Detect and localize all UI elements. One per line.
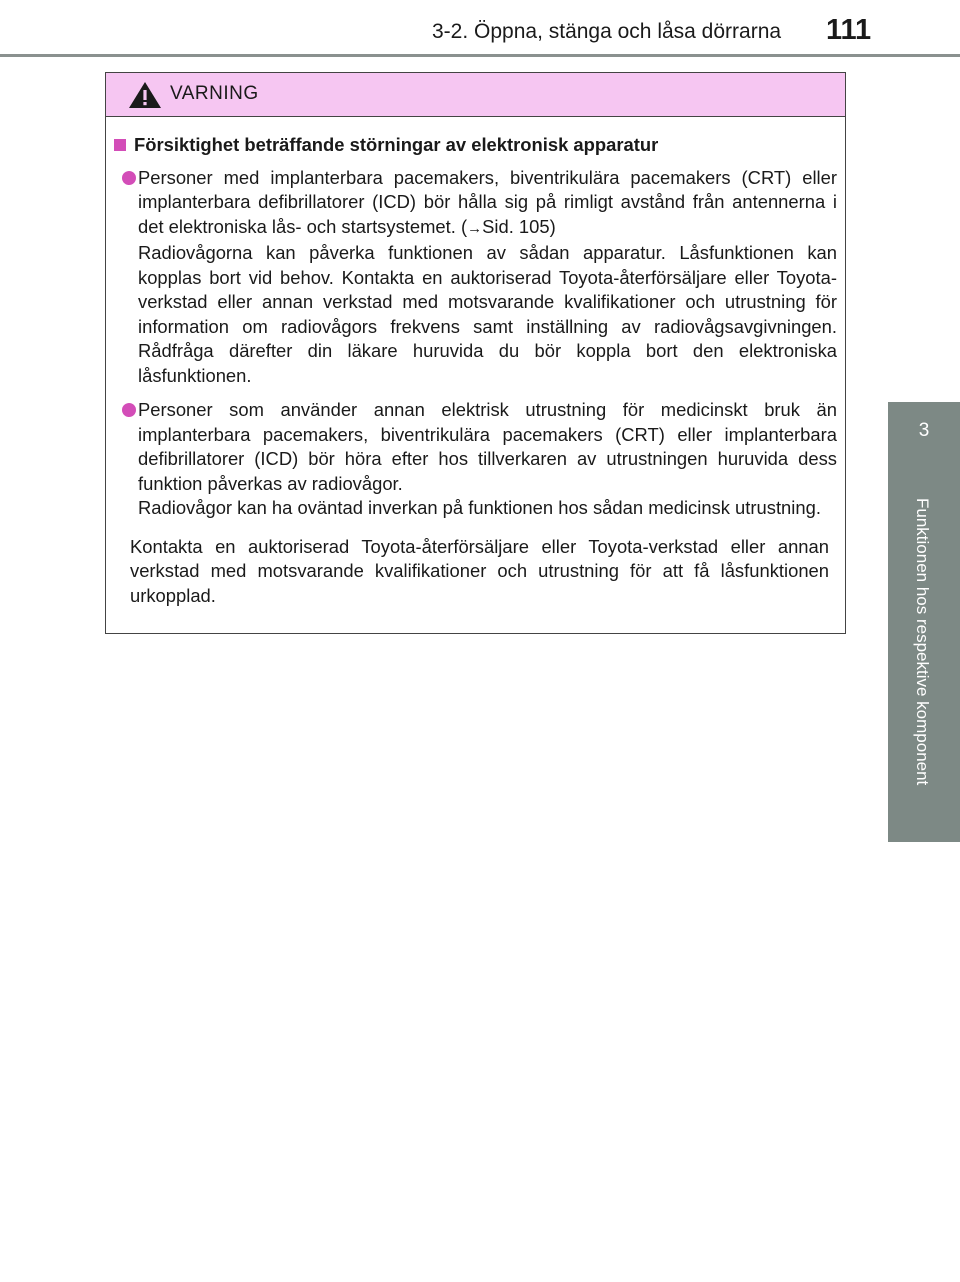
warning-heading (114, 133, 837, 158)
list-item (114, 166, 837, 389)
paragraph: Radiovågorna kan påverka funktionen av sådan apparatur. Låsfunktionen kan kopplas bort vid behov. Kontakta en auktoriserad Toyota-återförsäljare eller Toyota-verkstad eller annan verkstad med motsvarande kvalifikationer och utrustning för information om radiovågors frekvens samt inställning av radiovågsavgivningen. Rådfråga därefter din läkare huruvida du bör koppla bort den elektroniska låsfunktionen. (138, 242, 837, 386)
list-item (114, 398, 837, 521)
arrow-right-icon: → (467, 219, 483, 237)
chapter-number: 3 (918, 420, 930, 441)
warning-heading-text: Försiktighet beträffande störningar av elektronisk apparatur (134, 134, 659, 155)
warning-title: VARNING (170, 83, 259, 104)
chapter-label: Funktionen hos respektive komponent (913, 498, 932, 786)
round-bullet-icon (122, 403, 136, 417)
square-bullet-icon (114, 139, 126, 151)
header-divider (0, 54, 960, 57)
warning-box (105, 72, 846, 634)
closing-paragraph: Kontakta en auktoriserad Toyota-återförsäljare eller Toyota-verkstad eller annan verkstad med motsvarande kvalifikationer och utrustning för att få låsfunktionen urkopplad. (130, 535, 829, 606)
paragraph: Personer som använder annan elektrisk utrustning för medicinskt bruk än implanterbara pacemakers, biventrikulära pacemakers (CRT) eller implanterbara defibrillatorer (ICD) bör höra efter hos tillverkaren av utrustningen huruvida dess funktion påverkas av radiovågor. (138, 399, 837, 494)
warning-triangle-icon (128, 81, 162, 114)
paragraph (138, 166, 837, 242)
paragraph-text: Personer med implanterbara pacemakers, biventrikulära pacemakers (CRT) eller implanterbara defibrillatorer (ICD) bör hålla sig på rimligt avstånd från antennerna i det elektroniska lås- och startsystemet. ( (138, 166, 837, 237)
warning-body (106, 117, 845, 608)
paragraph: Radiovågor kan ha oväntad inverkan på funktionen hos sådan medicinsk utrustning. (138, 497, 821, 518)
section-title: 3-2. Öppna, stänga och låsa dörrarna (432, 20, 782, 43)
page-reference-link[interactable]: Sid. 105) (482, 215, 556, 237)
page-number: 111 (826, 14, 872, 46)
chapter-side-tab (888, 402, 960, 842)
warning-header (106, 73, 845, 117)
round-bullet-icon (122, 171, 136, 185)
